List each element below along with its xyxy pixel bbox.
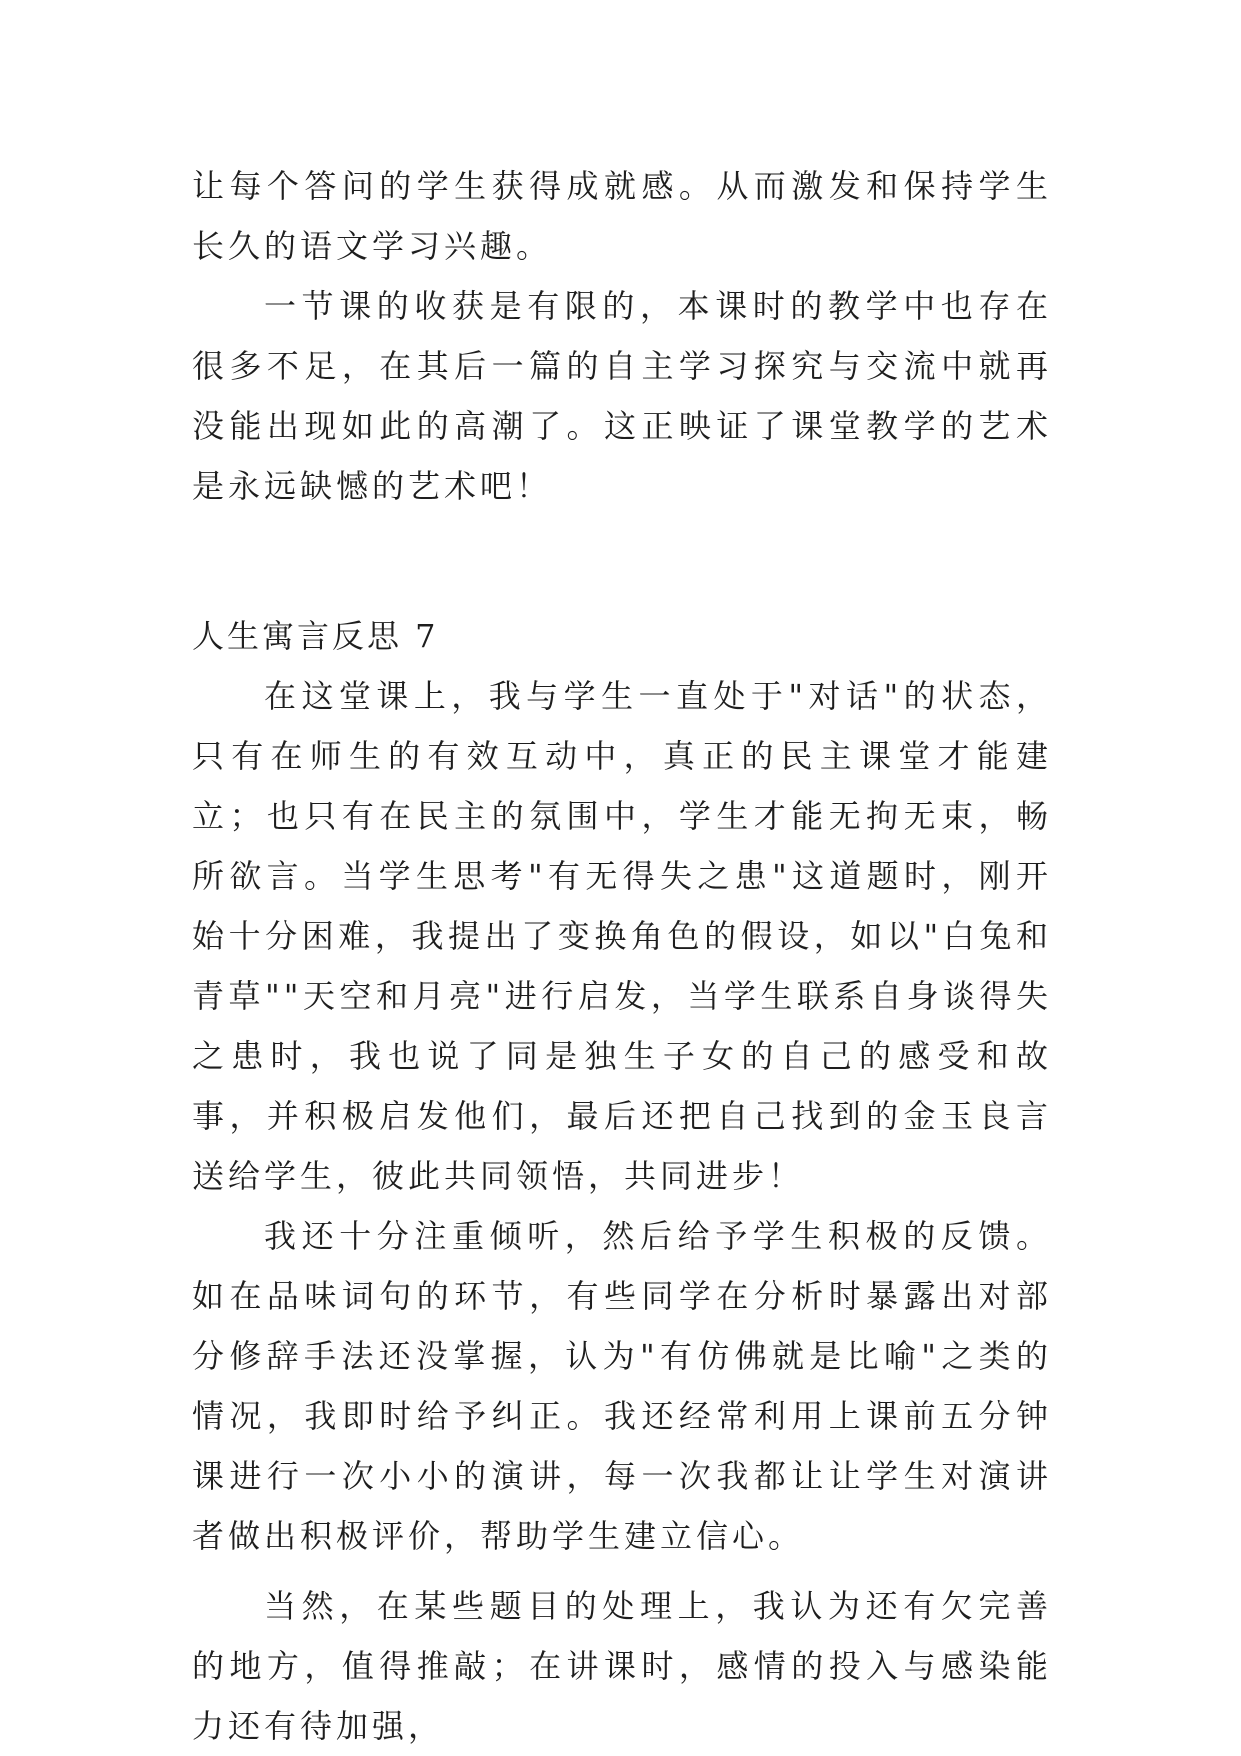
paragraph-lesson-gains: 一节课的收获是有限的，本课时的教学中也存在很多不足，在其后一篇的自主学习探究与交流中就再没能出现如此的高潮了。这正映证了课堂教学的艺术是永远缺憾的艺术吧！ [192, 287, 1052, 505]
paragraph-improvement: 当然，在某些题目的处理上，我认为还有欠完善的地方，值得推敲；在讲课时，感情的投入与感染能力还有待加强， [192, 1587, 1052, 1745]
section-title: 人生寓言反思 7 [192, 617, 439, 655]
paragraph-dialogue: 在这堂课上，我与学生一直处于"对话"的状态，只有在师生的有效互动中，真正的民主课堂才能建立；也只有在民主的氛围中，学生才能无拘无束，畅所欲言。当学生思考"有无得失之患"这道题时，刚开始十分困难，我提出了变换角色的假设，如以"白兔和青草""天空和月亮"进行启发，当学生联系自身谈得失之患时，我也说了同是独生子女的自己的感受和故事，并积极启发他们，最后还把自己找到的金玉良言送给学生，彼此共同领悟，共同进步！ [192, 677, 1052, 1195]
paragraph-listening: 我还十分注重倾听，然后给予学生积极的反馈。如在品味词句的环节，有些同学在分析时暴露出对部分修辞手法还没掌握，认为"有仿佛就是比喻"之类的情况，我即时给予纠正。我还经常利用上课前五分钟课进行一次小小的演讲，每一次我都让让学生对演讲者做出积极评价，帮助学生建立信心。 [192, 1217, 1052, 1555]
document-body [192, 156, 1052, 1756]
paragraph-continued: 让每个答问的学生获得成就感。从而激发和保持学生长久的语文学习兴趣。 [192, 167, 1052, 265]
